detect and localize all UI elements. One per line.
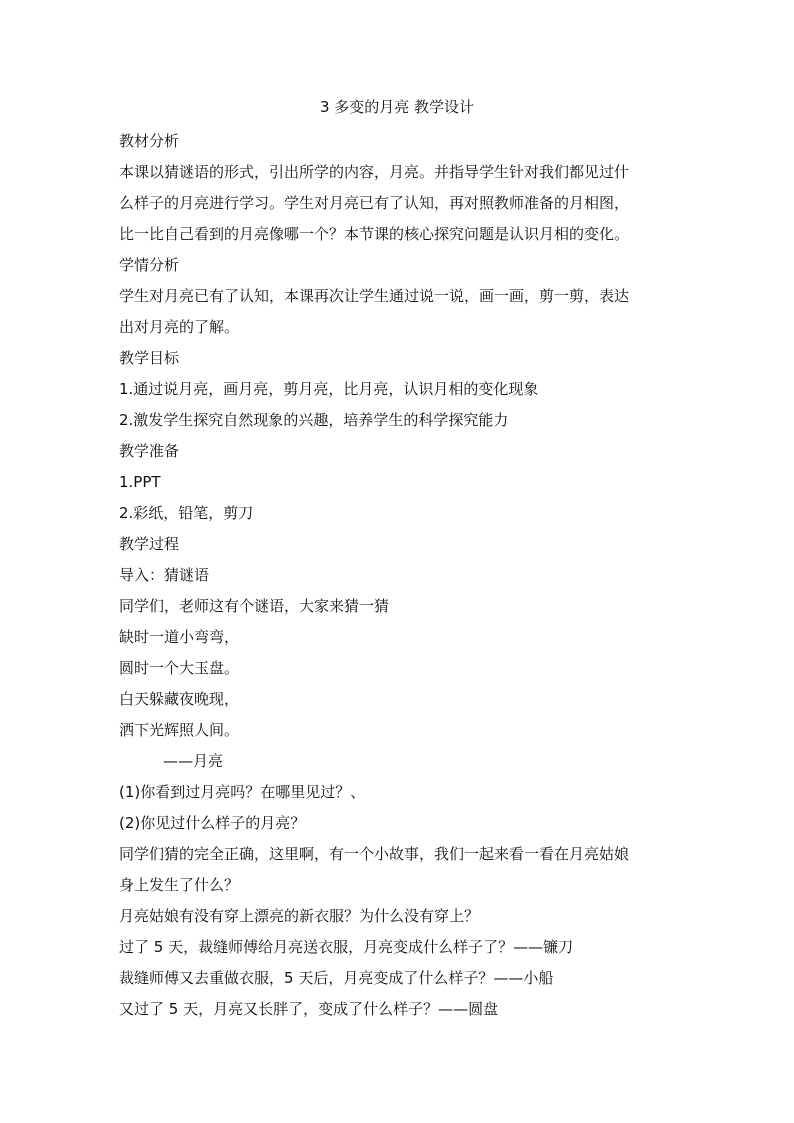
list-item: 1.PPT <box>119 473 161 491</box>
question-line: (1)你看到过月亮吗？在哪里见过？、 <box>119 783 366 801</box>
paragraph-line: 身上发生了什么？ <box>119 876 240 894</box>
list-item: 2.激发学生探究自然现象的兴趣，培养学生的科学探究能力 <box>119 411 509 429</box>
paragraph-line: 过了 5 天，裁缝师傅给月亮送衣服，月亮变成什么样子了？——镰刀 <box>119 938 574 956</box>
paragraph-line: 又过了 5 天，月亮又长胖了，变成了什么样子？——圆盘 <box>119 1000 499 1018</box>
list-item: 2.彩纸，铅笔，剪刀 <box>119 504 254 522</box>
subheading-introduction: 导入：猜谜语 <box>119 566 210 584</box>
document-title: 3 多变的月亮 教学设计 <box>319 98 475 116</box>
riddle-line: 圆时一个大玉盘。 <box>119 659 240 677</box>
section-heading-student-analysis: 学情分析 <box>119 256 180 274</box>
list-item: 1.通过说月亮，画月亮，剪月亮，比月亮，认识月相的变化现象 <box>119 380 539 398</box>
section-heading-teaching-process: 教学过程 <box>119 535 180 553</box>
riddle-line: 白天躲藏夜晚现， <box>119 690 240 708</box>
riddle-line: 缺时一道小弯弯， <box>119 628 240 646</box>
section-heading-teaching-preparation: 教学准备 <box>119 442 180 460</box>
paragraph-line: 月亮姑娘有没有穿上漂亮的新衣服？为什么没有穿上？ <box>119 907 480 925</box>
paragraph-line: 裁缝师傅又去重做衣服，5 天后，月亮变成了什么样子？——小船 <box>119 969 554 987</box>
paragraph-line: 学生对月亮已有了认知，本课再次让学生通过说一说，画一画，剪一剪，表达 <box>119 287 630 305</box>
paragraph-line: 么样子的月亮进行学习。学生对月亮已有了认知，再对照教师准备的月相图， <box>119 194 630 212</box>
riddle-answer: ——月亮 <box>163 752 224 770</box>
paragraph-line: 同学们猜的完全正确，这里啊，有一个小故事，我们一起来看一看在月亮姑娘 <box>119 845 630 863</box>
riddle-line: 洒下光辉照人间。 <box>119 721 240 739</box>
section-heading-teaching-goals: 教学目标 <box>119 349 180 367</box>
question-line: (2)你见过什么样子的月亮？ <box>119 814 306 832</box>
document-body <box>119 126 679 1025</box>
paragraph-line: 同学们，老师这有个谜语，大家来猜一猜 <box>119 597 390 615</box>
paragraph-line: 比一比自己看到的月亮像哪一个？本节课的核心探究问题是认识月相的变化。 <box>119 225 630 243</box>
paragraph-line: 本课以猜谜语的形式，引出所学的内容，月亮。并指导学生针对我们都见过什 <box>119 163 630 181</box>
paragraph-line: 出对月亮的了解。 <box>119 318 240 336</box>
section-heading-textbook-analysis: 教材分析 <box>119 132 180 150</box>
